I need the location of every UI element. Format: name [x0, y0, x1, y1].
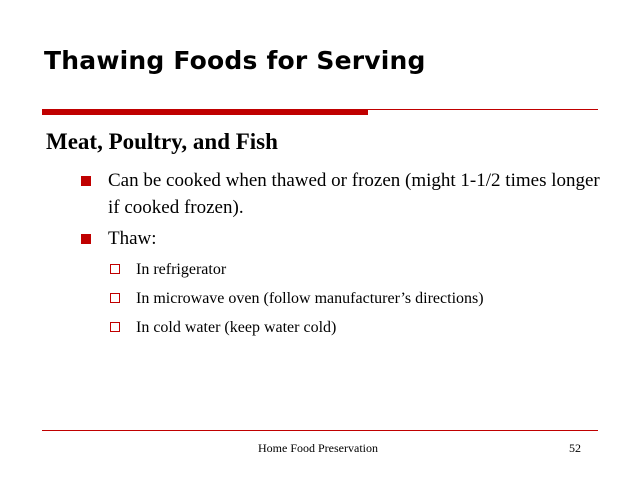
- sub-bullet-item: [110, 288, 600, 310]
- hollow-square-icon: [110, 264, 120, 274]
- page-number: 52: [569, 441, 581, 455]
- sub-bullet-text: In cold water (keep water cold): [136, 319, 337, 336]
- sub-bullet-item: [110, 317, 600, 339]
- footer-title: Home Food Preservation: [258, 441, 378, 455]
- sub-bullet-text: In refrigerator: [136, 261, 227, 278]
- hollow-square-icon: [110, 322, 120, 332]
- bullet-text: Can be cooked when thawed or frozen (might 1-1/2 times longer if cooked frozen).: [108, 170, 600, 218]
- sub-bullet-text: In microwave oven (follow manufacturer’s directions): [136, 290, 484, 307]
- title-accent-bar: [42, 109, 368, 115]
- filled-square-icon: [81, 234, 91, 244]
- bullet-text: Thaw:: [108, 228, 157, 249]
- slide-title: Thawing Foods for Serving: [44, 46, 426, 75]
- section-heading: Meat, Poultry, and Fish: [46, 129, 278, 154]
- hollow-square-icon: [110, 293, 120, 303]
- bullet-item: [81, 167, 601, 221]
- footer-divider: [42, 430, 598, 431]
- bullet-item: [81, 225, 601, 252]
- filled-square-icon: [81, 176, 91, 186]
- sub-bullet-item: [110, 259, 600, 281]
